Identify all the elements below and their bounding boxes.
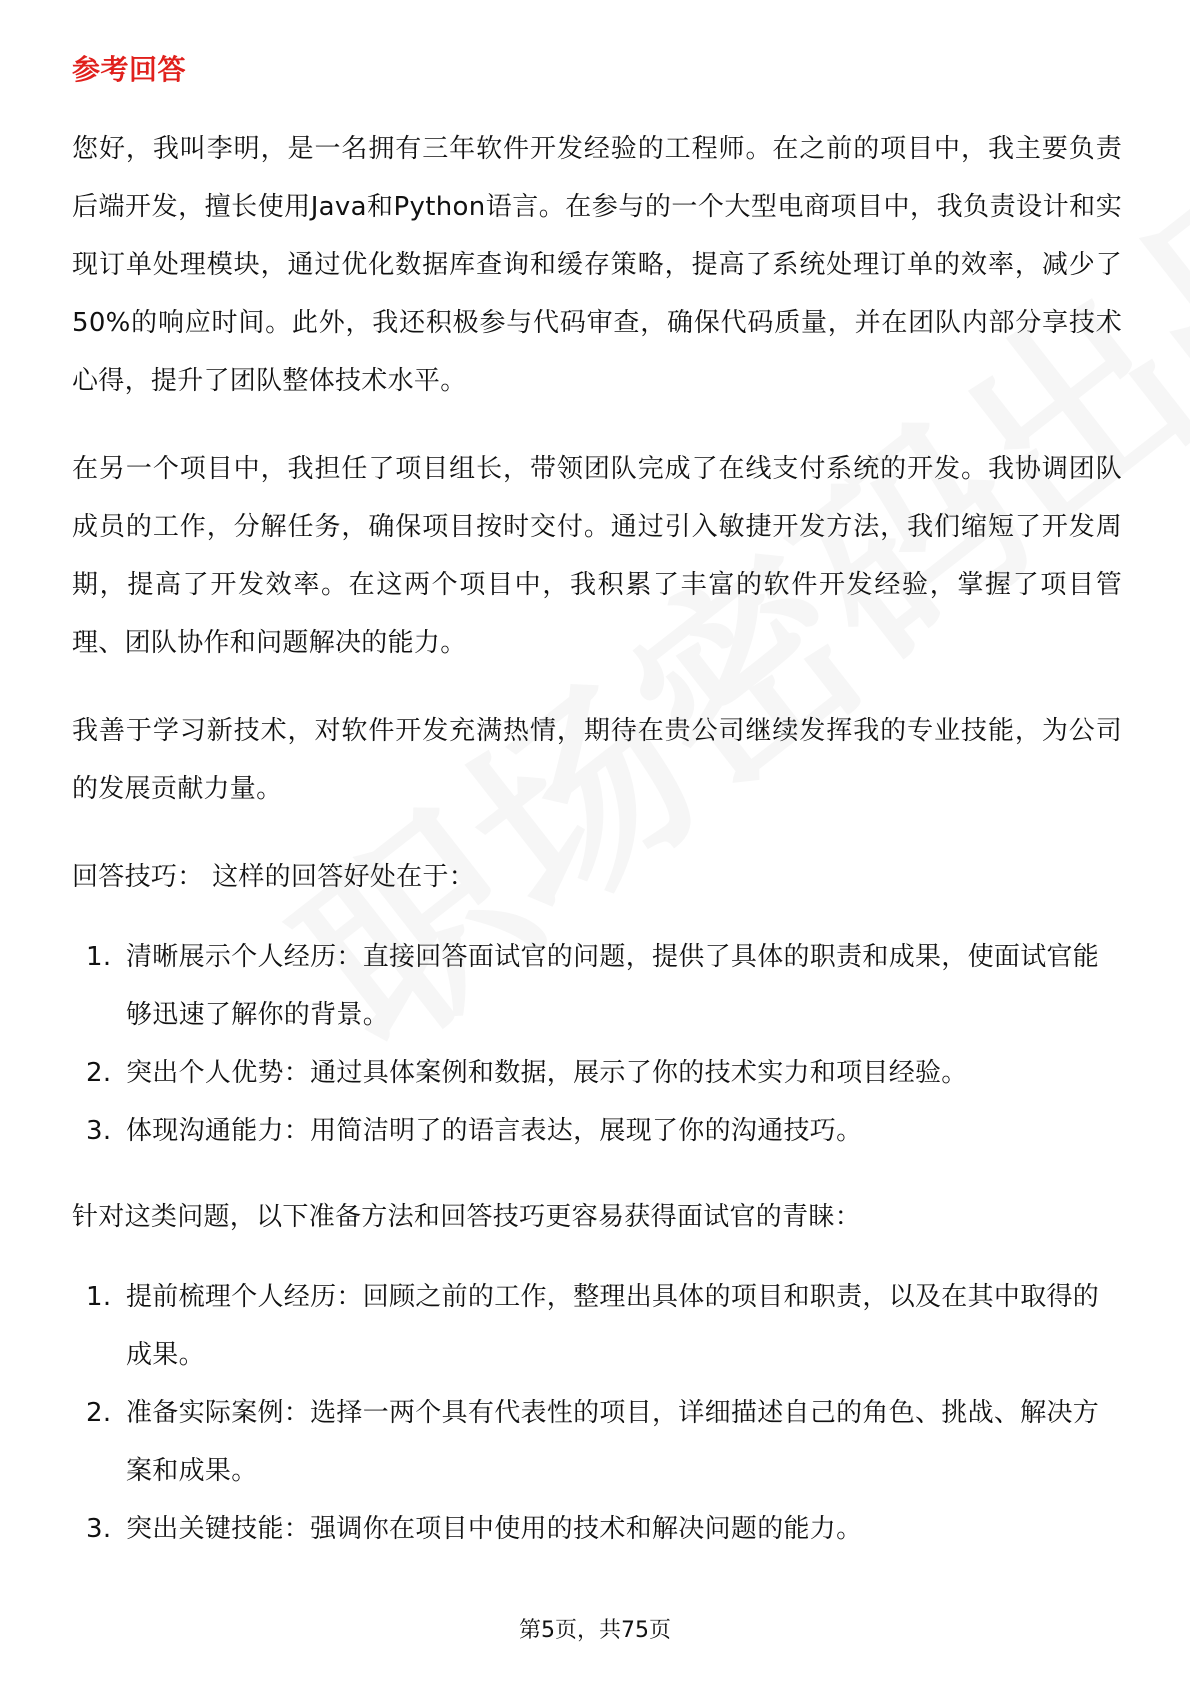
list-number: 1. (86, 1282, 112, 1312)
tips-list (72, 928, 1122, 1160)
list-number: 2. (86, 1398, 112, 1428)
answer-paragraph-2: 在另一个项目中，我担任了项目组长，带领团队完成了在线支付系统的开发。我协调团队成员的工作，分解任务，确保项目按时交付。通过引入敏捷开发方法，我们缩短了开发周期，提高了开发效率。在这两个项目中，我积累了丰富的软件开发经验，掌握了项目管理、团队协作和问题解决的能力。 (72, 454, 1122, 658)
document-body (72, 120, 1122, 1586)
list-item (72, 1384, 1122, 1500)
list-number: 1. (86, 942, 112, 972)
list-number: 3. (86, 1116, 112, 1146)
section-title: 参考回答 (72, 53, 187, 86)
tips-intro: 回答技巧： 这样的回答好处在于： (72, 862, 476, 892)
list-item (72, 1102, 1122, 1160)
prep-list (72, 1268, 1122, 1558)
list-item-text: 突出个人优势：通过具体案例和数据，展示了你的技术实力和项目经验。 (126, 1058, 968, 1088)
list-item-text: 体现沟通能力：用简洁明了的语言表达，展现了你的沟通技巧。 (126, 1116, 863, 1146)
list-item (72, 1268, 1122, 1384)
list-item (72, 928, 1122, 1044)
answer-paragraph-3: 我善于学习新技术，对软件开发充满热情，期待在贵公司继续发挥我的专业技能，为公司的发展贡献力量。 (72, 716, 1122, 804)
list-item (72, 1500, 1122, 1558)
list-number: 3. (86, 1514, 112, 1544)
answer-paragraph-1: 您好，我叫李明，是一名拥有三年软件开发经验的工程师。在之前的项目中，我主要负责后端开发，擅长使用Java和Python语言。在参与的一个大型电商项目中，我负责设计和实现订单处理模块，通过优化数据库查询和缓存策略，提高了系统处理订单的效率，减少了50%的响应时间。此外，我还积极参与代码审查，确保代码质量，并在团队内部分享技术心得，提升了团队整体技术水平。 (72, 134, 1122, 396)
list-item-text: 准备实际案例：选择一两个具有代表性的项目，详细描述自己的角色、挑战、解决方案和成果。 (126, 1398, 1100, 1486)
list-number: 2. (86, 1058, 112, 1088)
page-number: 第5页，共75页 (519, 1618, 671, 1643)
list-item-text: 清晰展示个人经历：直接回答面试官的问题，提供了具体的职责和成果，使面试官能够迅速了解你的背景。 (126, 942, 1100, 1030)
prep-intro: 针对这类问题，以下准备方法和回答技巧更容易获得面试官的青睐： (72, 1202, 862, 1232)
list-item (72, 1044, 1122, 1102)
list-item-text: 突出关键技能：强调你在项目中使用的技术和解决问题的能力。 (126, 1514, 863, 1544)
list-item-text: 提前梳理个人经历：回顾之前的工作，整理出具体的项目和职责，以及在其中取得的成果。 (126, 1282, 1100, 1370)
